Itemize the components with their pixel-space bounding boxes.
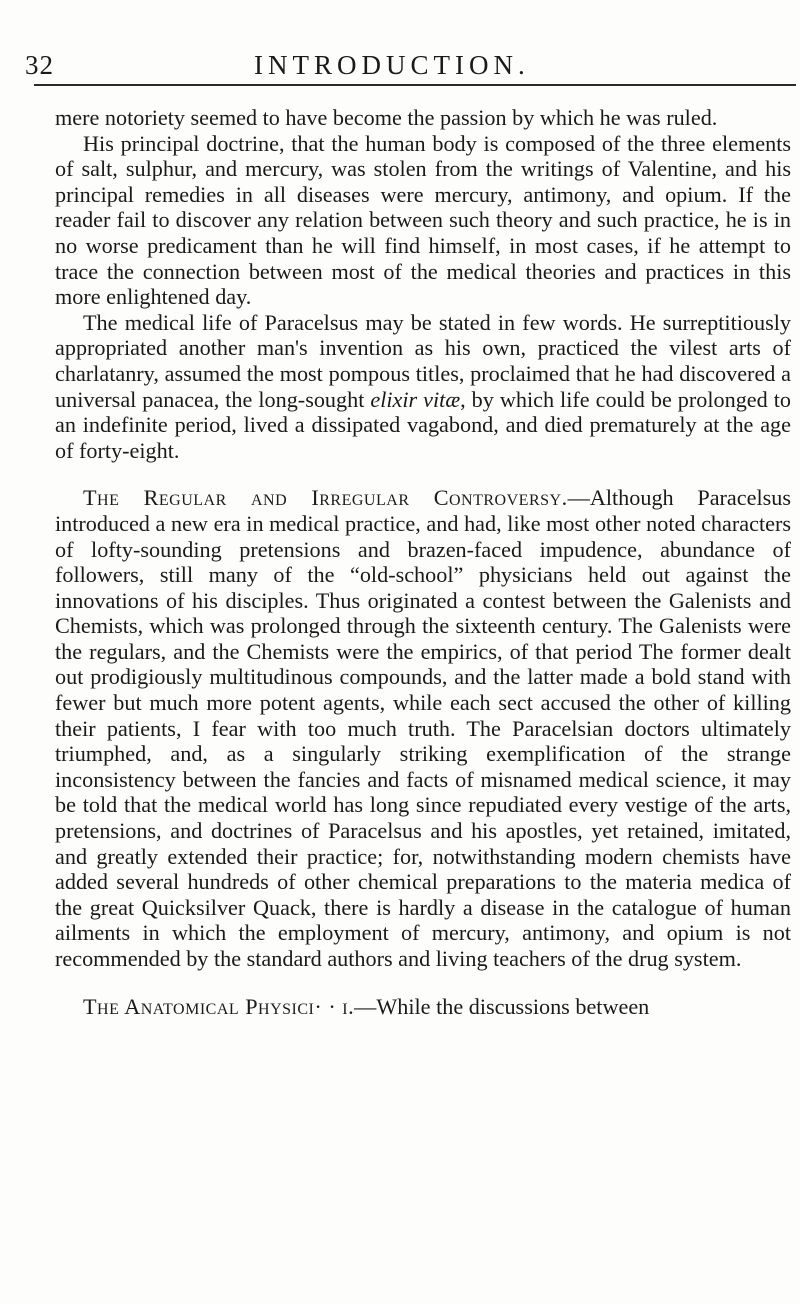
paragraph-text: —Although Paracelsus introduced a new era in medical practice, and had, like most other noted characters of lofty-sounding pretensions and brazen-faced impudence, abundance of followers, still many of the “old-school” physicians held out against the innovations of his disciples. Thus originated a contest between the Galenists and Chemists, which was prolonged through the sixteenth century. The Galenists were the regulars, and the Chemists were the empirics, of that period The former dealt out prodigiously multitudinous compounds, and the latter made a bold stand with fewer but much more potent agents, while each sect accused the other of killing their patients, I fear with too much truth. The Paracelsian doctors ultimately triumphed, and, as a singularly striking exemplification of the strange inconsistency between the fancies and facts of misnamed medical science, it may be told that the medical world has long since repudiated every vestige of the arts, pretensions, and doctrines of Paracelsus and his apostles, yet retained, imitated, and greatly extended their practice; for, notwithstanding modern chemists have added several hundreds of other chemical preparations to the materia medica of the great Quicksilver Quack, there is hardly a disease in the catalogue of human ailments in which the employment of mercury, antimony, and opium is not recommended by the standard authors and living teachers of the drug system.: [55, 485, 791, 971]
paragraph-medical-life: [55, 310, 791, 464]
page-number: 32: [25, 50, 54, 80]
section-heading: The Anatomical Physici· · ı.: [83, 993, 355, 1019]
paragraph-controversy: [55, 485, 791, 971]
header-rule: [34, 84, 796, 86]
body-text: [55, 105, 791, 1019]
paragraph-text: His principal doctrine, that the human body is composed of the three elements of salt, sulphur, and mercury, was stolen from the writings of Valentine, and his principal remedies in all diseases were mercury, antimony, and opium. If the reader fail to discover any relation between such theory and such practice, he is in no worse predicament than he will find himself, in most cases, if he attempt to trace the connection between most of the medical theories and practices in this more enlightened day.: [55, 130, 791, 310]
paragraph-text: mere notoriety seemed to have become the passion by which he was ruled.: [55, 105, 718, 130]
paragraph-text-after: , by which life could be prolonged to an indefinite period, lived a dissipated vagabond, and died prematurely at the age of forty-eight.: [55, 386, 791, 463]
section-heading: The Regular and Irregular Controversy.: [83, 485, 568, 511]
paragraph-principal-doctrine: [55, 131, 791, 310]
page-header: [20, 46, 780, 80]
paragraph-text: —While the discussions between: [354, 993, 650, 1019]
running-head: INTRODUCTION.: [254, 50, 530, 80]
paragraph-continuation: [55, 105, 791, 131]
paragraph-text-before: The medical life of Paracelsus may be stated in few words. He surreptitiously appropriated another man's invention as his own, practiced the vilest arts of charlatanry, assumed the most pompous titles, proclaimed that he had discovered a universal panacea, the long-sought: [55, 309, 791, 412]
italic-term: elixir vitæ: [370, 386, 461, 412]
paragraph-anatomical: [55, 994, 791, 1020]
